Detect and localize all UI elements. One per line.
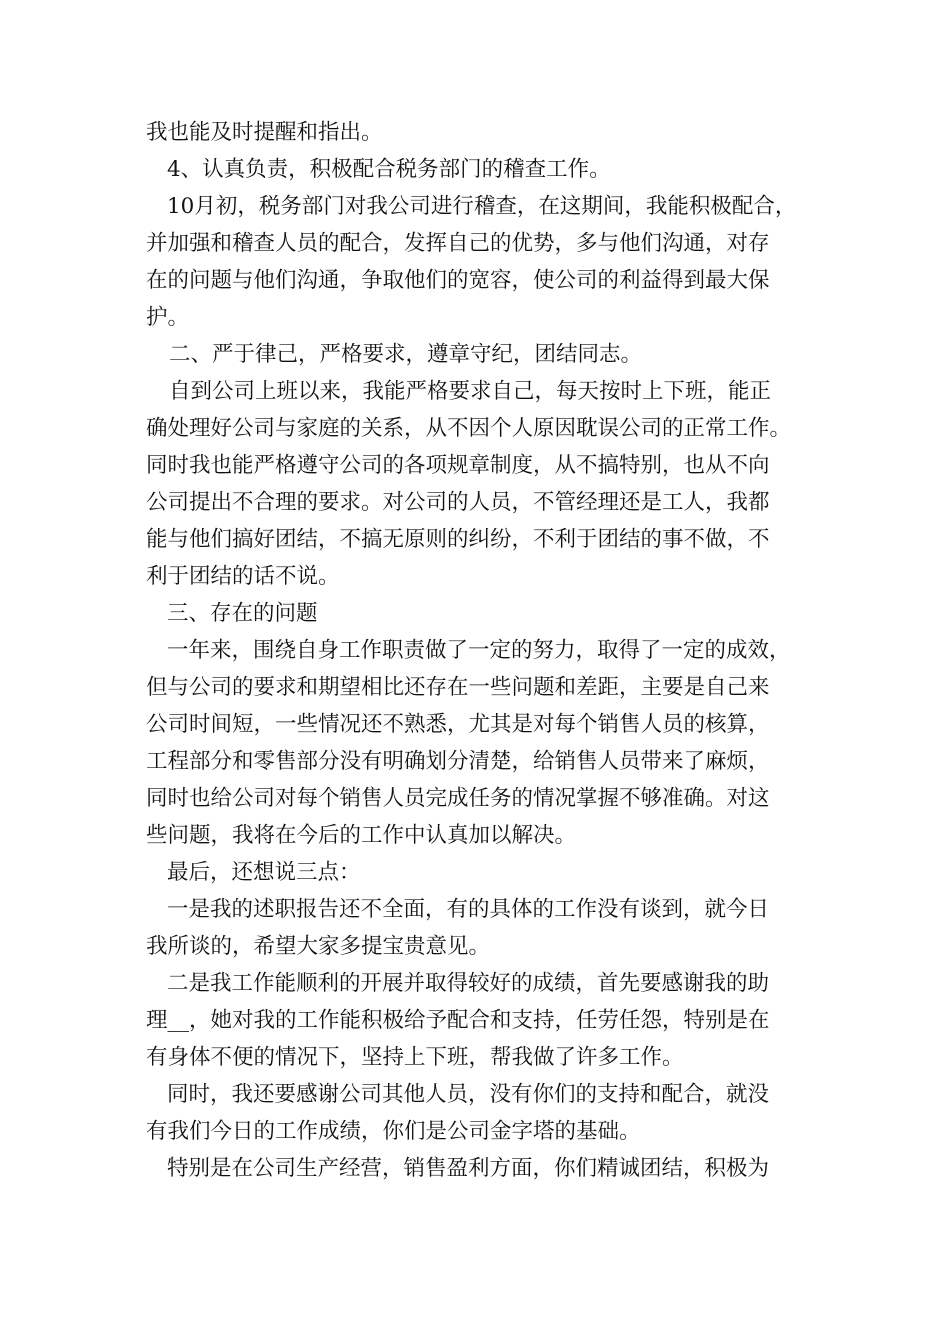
section-heading: 二、严于律己，严格要求，遵章守纪，团结同志。 [169,342,643,367]
paragraph-line: 有我们今日的工作成绩，你们是公司金字塔的基础。 [146,1119,641,1144]
paragraph-line: 特别是在公司生产经营，销售盈利方面，你们精诚团结，积极为 [167,1156,770,1181]
paragraph-line: 利于团结的话不说。 [146,564,340,589]
paragraph-line: 有身体不便的情况下，坚持上下班，帮我做了许多工作。 [146,1045,684,1070]
paragraph-line: 自到公司上班以来，我能严格要求自己，每天按时上下班，能正 [169,379,772,404]
paragraph-line: 同时也给公司对每个销售人员完成任务的情况掌握不够准确。对这 [146,786,770,811]
paragraph-line: 在的问题与他们沟通，争取他们的宽容，使公司的利益得到最大保 [146,268,770,293]
paragraph-line: 同时我也能严格遵守公司的各项规章制度，从不搞特别，也从不向 [146,453,770,478]
paragraph-line: 我所谈的，希望大家多提宝贵意见。 [146,934,491,959]
document-body [146,114,811,1187]
paragraph-line: 10月初，税务部门对我公司进行稽查，在这期间，我能积极配合， [167,194,797,219]
text-line: 我也能及时提醒和指出。 [146,120,383,145]
paragraph-line: 公司时间短，一些情况还不熟悉，尤其是对每个销售人员的核算， [146,712,770,737]
paragraph-line: 一是我的述职报告还不全面，有的具体的工作没有谈到，就今日 [167,897,770,922]
list-item-heading: 4、认真负责，积极配合税务部门的稽查工作。 [167,157,611,182]
paragraph-line: 些问题，我将在今后的工作中认真加以解决。 [146,823,577,848]
paragraph-line: 二是我工作能顺利的开展并取得较好的成绩，首先要感谢我的助 [167,971,770,996]
paragraph-line: 但与公司的要求和期望相比还存在一些问题和差距，主要是自己来 [146,675,770,700]
paragraph-line: 并加强和稽查人员的配合，发挥自己的优势，多与他们沟通，对存 [146,231,770,256]
paragraph-line: 工程部分和零售部分没有明确划分清楚，给销售人员带来了麻烦， [146,749,770,774]
paragraph-line: 护。 [146,305,190,330]
paragraph-line: 一年来，围绕自身工作职责做了一定的努力，取得了一定的成效， [167,638,791,663]
paragraph-line: 确处理好公司与家庭的关系，从不因个人原因耽误公司的正常工作。 [146,416,792,441]
paragraph-line: 同时，我还要感谢公司其他人员，没有你们的支持和配合，就没 [167,1082,770,1107]
paragraph-line: 公司提出不合理的要求。对公司的人员，不管经理还是工人，我都 [146,490,770,515]
paragraph-line: 能与他们搞好团结，不搞无原则的纠纷，不利于团结的事不做，不 [146,527,770,552]
paragraph-line: 最后，还想说三点： [167,860,361,885]
section-heading: 三、存在的问题 [167,601,318,626]
paragraph-line: 理__，她对我的工作能积极给予配合和支持，任劳任怨，特别是在 [146,1008,770,1033]
